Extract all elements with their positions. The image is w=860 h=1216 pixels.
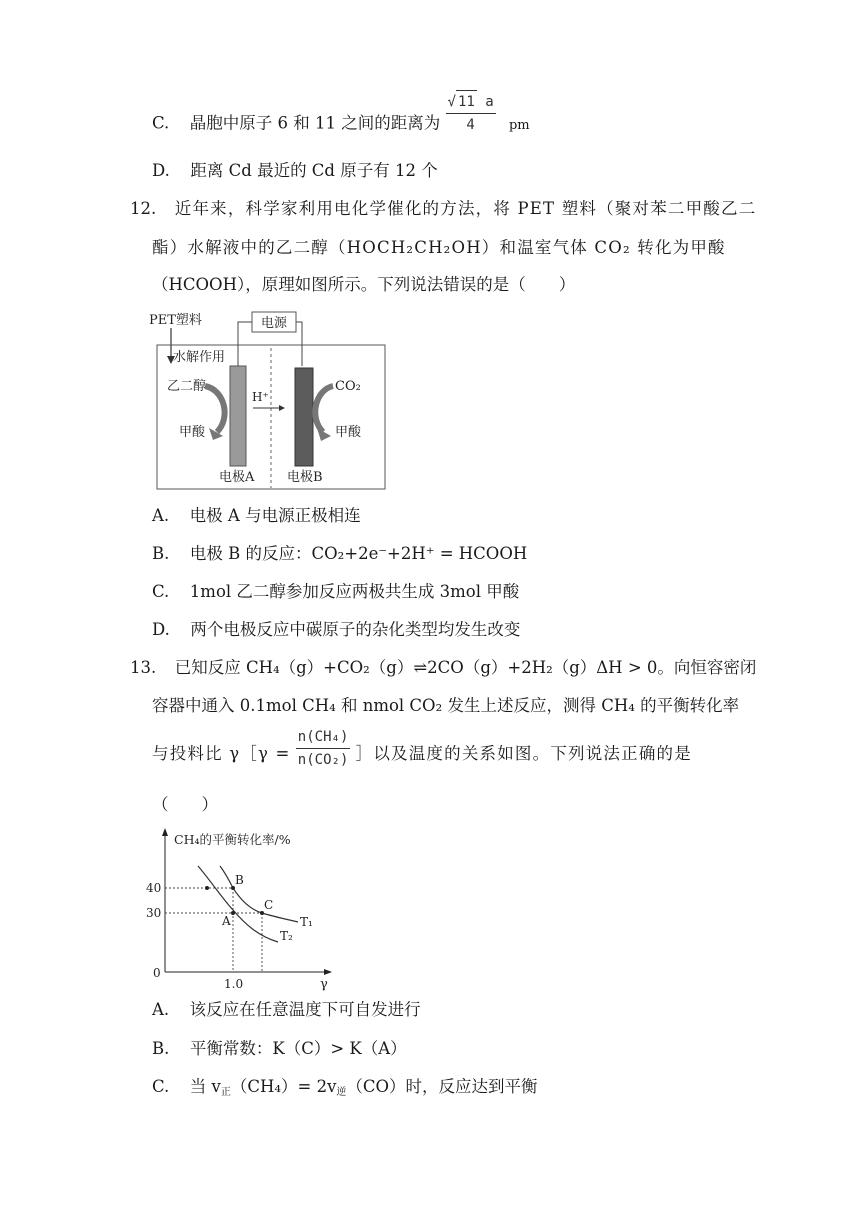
option-text-before: 当 v (189, 1077, 221, 1096)
ratio-fraction (296, 726, 351, 771)
label-a: A (222, 914, 231, 928)
q12-option-b (152, 543, 527, 565)
q12-line3: （HCOOH），原理如图所示。下列说法错误的是（ ） (152, 275, 576, 294)
electrode-b (295, 368, 313, 466)
q13-line4: （ ） (152, 795, 218, 814)
point-a (231, 911, 235, 915)
unit-pm: pm (508, 117, 530, 133)
point-t2-40 (205, 886, 209, 890)
electrode-a (230, 366, 246, 466)
electrode-a-label: 电极A (219, 470, 255, 485)
x-axis-label: γ (320, 977, 328, 992)
electrolysis-diagram (145, 308, 395, 493)
conversion-chart (140, 822, 340, 992)
q13-line2: 容器中通入 0.1mol CH₄ 和 nmol CO₂ 发生上述反应，测得 CH₄ 的平衡转化率 (152, 696, 740, 715)
y-axis-label: CH₄的平衡转化率/% (174, 832, 291, 847)
option-label: C. (152, 582, 170, 601)
option-text: 电极 B 的反应：CO₂+2e⁻+2H⁺ = HCOOH (189, 544, 528, 563)
label-c: C (264, 898, 274, 912)
electrode-b-label: 电极B (287, 470, 323, 485)
power-label: 电源 (260, 316, 288, 331)
y-tick-label: 30 (146, 906, 162, 920)
label-t2: T₂ (280, 929, 293, 943)
subscript-forward: 正 (220, 1087, 231, 1098)
q13-option-b (152, 1038, 407, 1060)
q13-line1: 已知反应 CH₄（g）+CO₂（g）⇌2CO（g）+2H₂（g）ΔH > 0。向恒容密闭 (174, 658, 757, 677)
q13-number: 13. (130, 658, 157, 677)
q12-option-a (152, 505, 361, 527)
option-label: A. (152, 1000, 170, 1019)
q13-line3-before: 与投料比 γ［γ = (152, 744, 291, 763)
subscript-reverse: 逆 (336, 1087, 347, 1098)
q11-option-c (152, 94, 530, 137)
co2-label: CO₂ (335, 379, 361, 394)
label-t1: T₁ (300, 915, 313, 929)
wire-left (238, 322, 252, 366)
option-text-after: （CO）时，反应达到平衡 (346, 1077, 538, 1096)
x-axis-arrow (324, 969, 332, 975)
ratio-numerator: n(CH₄) (297, 729, 349, 745)
q13-stem-line4 (152, 794, 218, 816)
y-axis-arrow (162, 828, 168, 836)
q13-line3-after: ］以及温度的关系如图。下列说法正确的是 (355, 744, 692, 763)
q13-stem-line2 (152, 695, 739, 717)
right-curved-arrow (315, 386, 333, 432)
denominator: 4 (446, 113, 496, 136)
option-label: D. (152, 620, 170, 639)
q12-number: 12. (130, 199, 157, 218)
option-text: 该反应在任意温度下可自发进行 (189, 1000, 421, 1019)
option-text: 1mol 乙二醇参加反应两极共生成 3mol 甲酸 (189, 582, 520, 601)
distance-fraction: $\frac{√ 11 a}{4}$ (446, 90, 496, 136)
q12-option-c (152, 581, 519, 603)
q12-stem-line2 (152, 237, 726, 259)
option-label: C. (152, 1077, 170, 1096)
wire-right (296, 322, 302, 366)
hydrolysis-label: 水解作用 (173, 350, 226, 365)
option-label: B. (152, 1039, 170, 1058)
q12-line1: 近年来，科学家利用电化学催化的方法，将 PET 塑料（聚对苯二甲酸乙二 (174, 199, 757, 218)
ratio-denominator: n(CO₂) (296, 748, 351, 771)
q12-stem-line1 (130, 198, 756, 220)
q13-option-c (152, 1076, 538, 1098)
label-b: B (235, 873, 244, 887)
option-text: 电极 A 与电源正极相连 (189, 506, 361, 525)
hplus-label: H⁺ (252, 390, 269, 404)
option-text-mid: （CH₄）= 2v (230, 1077, 337, 1096)
pet-label: PET塑料 (149, 313, 202, 328)
q11-option-d (152, 160, 438, 182)
left-curved-arrow (205, 386, 225, 432)
q12-stem-line3 (152, 274, 575, 296)
option-text: 平衡常数：K（C）> K（A） (189, 1039, 407, 1058)
q11-option-c-text: 晶胞中原子 6 和 11 之间的距离为 (189, 113, 441, 133)
q12-option-d (152, 619, 520, 641)
q11-option-d-text: 距离 Cd 最近的 Cd 原子有 12 个 (190, 161, 438, 180)
q13-option-a (152, 999, 421, 1021)
option-text: 两个电极反应中碳原子的杂化类型均发生改变 (190, 620, 521, 639)
q13-stem-line1 (130, 657, 756, 679)
glycol-label: 乙二醇 (167, 379, 207, 394)
option-label: B. (152, 544, 170, 563)
x-tick-label: 1.0 (224, 977, 244, 991)
formic-left-label: 甲酸 (179, 425, 206, 440)
y-tick-label: 40 (146, 881, 162, 895)
formic-right-label: 甲酸 (335, 425, 362, 440)
sqrt-value: 11 (456, 90, 477, 113)
hplus-arrowhead (279, 405, 285, 411)
numerator-a: a (485, 94, 494, 110)
origin-label: 0 (153, 966, 161, 980)
option-label: A. (152, 506, 170, 525)
q11-option-d-label: D. (152, 161, 170, 180)
q13-stem-line3 (152, 729, 692, 771)
q12-line2: 酯）水解液中的乙二醇（HOCH₂CH₂OH）和温室气体 CO₂ 转化为甲酸 (152, 238, 726, 257)
q11-option-c-label: C. (152, 113, 170, 133)
